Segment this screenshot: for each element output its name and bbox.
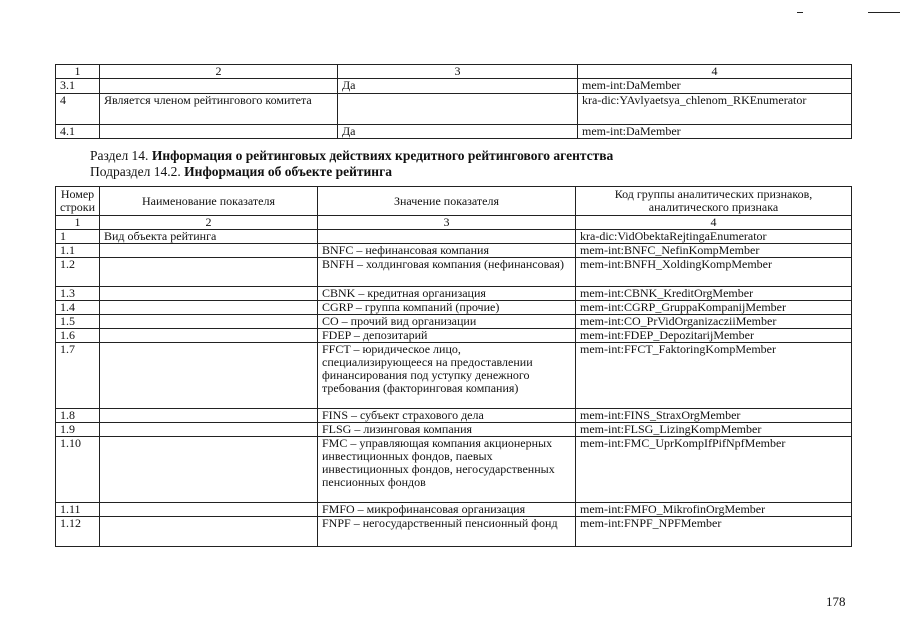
row-number: 1.6	[56, 329, 100, 343]
table-row	[56, 230, 852, 244]
row-number: 1	[56, 230, 100, 244]
table-row	[56, 409, 852, 423]
row-number: 1.10	[56, 437, 100, 503]
indicator-value: BNFH – холдинговая компания (нефинансовая)	[318, 258, 576, 287]
table-row	[56, 301, 852, 315]
analytic-code: kra-dic:YAvlyaetsya_chlenom_RKEnumerator	[578, 94, 852, 125]
indicator-name	[100, 437, 318, 503]
analytic-code: mem-int:FNPF_NPFMember	[576, 517, 852, 547]
row-number: 1.4	[56, 301, 100, 315]
indicator-name	[100, 258, 318, 287]
section-title: Информация о рейтинговых действиях кредитного рейтингового агентства	[151, 148, 614, 163]
analytic-code: mem-int:CGRP_GruppaKompanijMember	[576, 301, 852, 315]
table-row	[56, 503, 852, 517]
analytic-code: mem-int:DaMember	[578, 79, 852, 94]
table-row	[56, 287, 852, 301]
indicator-name	[100, 301, 318, 315]
row-number: 1.11	[56, 503, 100, 517]
indicator-name	[100, 329, 318, 343]
row-number: 1.8	[56, 409, 100, 423]
analytic-code: kra-dic:VidObektaRejtingaEnumerator	[576, 230, 852, 244]
indicator-value: Да	[338, 79, 578, 94]
object-rating-table	[55, 186, 852, 547]
column-number: 4	[576, 216, 852, 230]
row-number: 1.7	[56, 343, 100, 409]
indicator-name	[100, 125, 338, 139]
row-number: 1.2	[56, 258, 100, 287]
indicator-name	[100, 244, 318, 258]
subsection-title: Информация об объекте рейтинга	[184, 164, 392, 179]
indicator-value: FINS – субъект страхового дела	[318, 409, 576, 423]
analytic-code: mem-int:FFCT_FaktoringKompMember	[576, 343, 852, 409]
column-number: 3	[318, 216, 576, 230]
indicator-value: CGRP – группа компаний (прочие)	[318, 301, 576, 315]
analytic-code: mem-int:FINS_StraxOrgMember	[576, 409, 852, 423]
table-row	[56, 329, 852, 343]
row-number: 1.5	[56, 315, 100, 329]
table-row	[56, 258, 852, 287]
continuation-table	[55, 64, 852, 139]
table-row	[56, 343, 852, 409]
column-number: 2	[100, 216, 318, 230]
indicator-value: FMFO – микрофинансовая организация	[318, 503, 576, 517]
column-number: 4	[578, 65, 852, 79]
analytic-code: mem-int:BNFC_NefinKompMember	[576, 244, 852, 258]
subsection-prefix: Подраздел 14.2.	[90, 164, 185, 179]
indicator-name	[100, 423, 318, 437]
analytic-code: mem-int:CO_PrVidOrganizacziiMember	[576, 315, 852, 329]
row-number: 4	[56, 94, 100, 125]
table-row	[56, 315, 852, 329]
indicator-value: FFCT – юридическое лицо, специализирующееся на предоставлении финансирования под уступку денежного требования (факторинговая компания)	[318, 343, 576, 409]
page-number: 178	[826, 594, 846, 609]
indicator-name: Является членом рейтингового комитета	[100, 94, 338, 125]
indicator-name	[100, 287, 318, 301]
header-row-number: Номер строки	[56, 187, 100, 216]
row-number: 3.1	[56, 79, 100, 94]
analytic-code: mem-int:FLSG_LizingKompMember	[576, 423, 852, 437]
table-header-row	[56, 187, 852, 216]
row-number: 1.1	[56, 244, 100, 258]
table-row	[56, 517, 852, 547]
section-prefix: Раздел 14.	[90, 148, 152, 163]
row-number: 1.3	[56, 287, 100, 301]
top-margin-mark	[797, 12, 803, 13]
indicator-value: FNPF – негосударственный пенсионный фонд	[318, 517, 576, 547]
indicator-name	[100, 517, 318, 547]
analytic-code: mem-int:FDEP_DepozitarijMember	[576, 329, 852, 343]
analytic-code: mem-int:FMC_UprKompIfPifNpfMember	[576, 437, 852, 503]
column-number-row	[56, 216, 852, 230]
indicator-value: FDEP – депозитарий	[318, 329, 576, 343]
header-indicator-value: Значение показателя	[318, 187, 576, 216]
indicator-value	[338, 94, 578, 125]
indicator-value: FLSG – лизинговая компания	[318, 423, 576, 437]
subsection-heading	[90, 164, 392, 180]
analytic-code: mem-int:FMFO_MikrofinOrgMember	[576, 503, 852, 517]
column-number-row	[56, 65, 852, 79]
indicator-name: Вид объекта рейтинга	[100, 230, 318, 244]
table-row	[56, 125, 852, 139]
analytic-code: mem-int:DaMember	[578, 125, 852, 139]
top-margin-mark	[868, 12, 900, 13]
table-body	[56, 230, 852, 547]
indicator-value: FMC – управляющая компания акционерных инвестиционных фондов, паевых инвестиционных фондов, негосударственных пенсионных фондов	[318, 437, 576, 503]
indicator-value: CO – прочий вид организации	[318, 315, 576, 329]
analytic-code: mem-int:BNFH_XoldingKompMember	[576, 258, 852, 287]
indicator-value: BNFC – нефинансовая компания	[318, 244, 576, 258]
table-row	[56, 244, 852, 258]
table-row	[56, 79, 852, 94]
column-number: 2	[100, 65, 338, 79]
table-row	[56, 94, 852, 125]
indicator-value: Да	[338, 125, 578, 139]
indicator-name	[100, 409, 318, 423]
column-number: 3	[338, 65, 578, 79]
row-number: 4.1	[56, 125, 100, 139]
indicator-name	[100, 315, 318, 329]
indicator-value: CBNK – кредитная организация	[318, 287, 576, 301]
table-row	[56, 437, 852, 503]
table-row	[56, 423, 852, 437]
column-number: 1	[56, 216, 100, 230]
analytic-code: mem-int:CBNK_KreditOrgMember	[576, 287, 852, 301]
indicator-name	[100, 503, 318, 517]
column-number: 1	[56, 65, 100, 79]
row-number: 1.9	[56, 423, 100, 437]
indicator-name	[100, 79, 338, 94]
indicator-value	[318, 230, 576, 244]
section-heading	[90, 148, 613, 164]
indicator-name	[100, 343, 318, 409]
row-number: 1.12	[56, 517, 100, 547]
header-indicator-name: Наименование показателя	[100, 187, 318, 216]
header-analytic-code: Код группы аналитических признаков, аналитического признака	[576, 187, 852, 216]
